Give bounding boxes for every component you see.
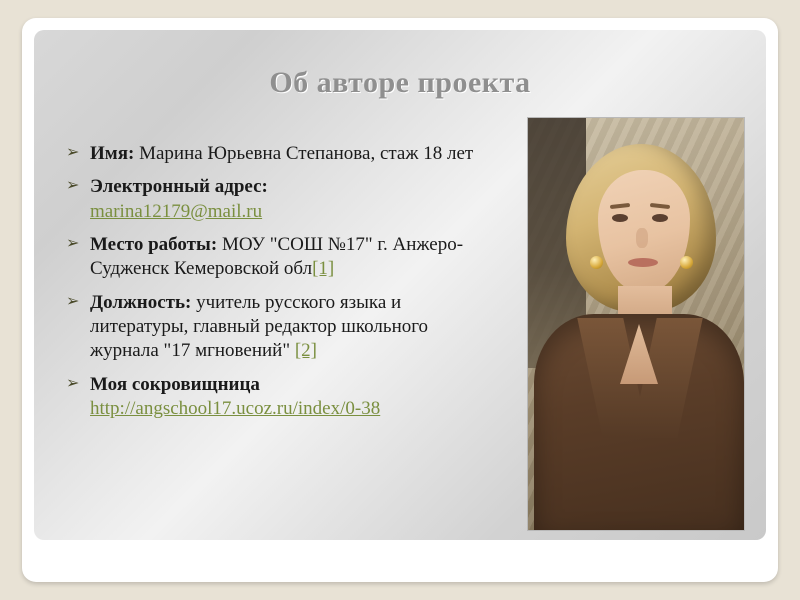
name-value: Марина Юрьевна Степанова, стаж 18 лет (134, 143, 474, 164)
workplace-value: МОУ "СОШ №17" г. Анжеро-Судженск Кемеровской обл (90, 233, 464, 280)
page-title: Об авторе проекта (269, 66, 531, 99)
portrait-nose (636, 228, 648, 248)
email-link[interactable]: marina12179@mail.ru (90, 200, 263, 222)
bullet-arrow-icon: ➢ (66, 374, 80, 392)
list-item-workplace (64, 233, 494, 282)
list-item-email (64, 175, 494, 224)
bullet-arrow-icon: ➢ (66, 234, 80, 252)
treasury-website-link[interactable]: http://angschool17.ucoz.ru/index/0-38 (90, 397, 381, 419)
bullet-arrow-icon: ➢ (66, 177, 80, 195)
list-item-position (64, 291, 494, 364)
portrait-eye-left (612, 214, 628, 222)
portrait-earring-left (590, 256, 603, 269)
portrait-eye-right (652, 214, 668, 222)
portrait-earring-right (680, 256, 693, 269)
workplace-label: Место работы: (90, 233, 218, 255)
position-reference-link[interactable]: [2] (294, 340, 318, 362)
position-label: Должность: (90, 291, 192, 313)
slide-footer-area (34, 540, 766, 570)
portrait-mouth (628, 258, 658, 267)
slide-card (22, 18, 778, 582)
email-label: Электронный адрес: (90, 176, 268, 198)
list-item-treasury (64, 373, 494, 422)
author-photo (528, 118, 744, 530)
author-info-list (64, 142, 494, 430)
position-value: учитель русского языка и литературы, главный редактор школьного журнала "17 мгновений" (90, 291, 429, 362)
name-label: Имя: (90, 143, 135, 164)
treasury-label: Моя сокровищница (90, 373, 260, 395)
bullet-arrow-icon: ➢ (66, 292, 80, 310)
list-item-name (64, 142, 494, 166)
workplace-reference-link[interactable]: [1] (312, 258, 335, 280)
slide-content-area (34, 30, 766, 540)
author-portrait-image (528, 118, 744, 530)
bullet-arrow-icon: ➢ (66, 144, 80, 161)
